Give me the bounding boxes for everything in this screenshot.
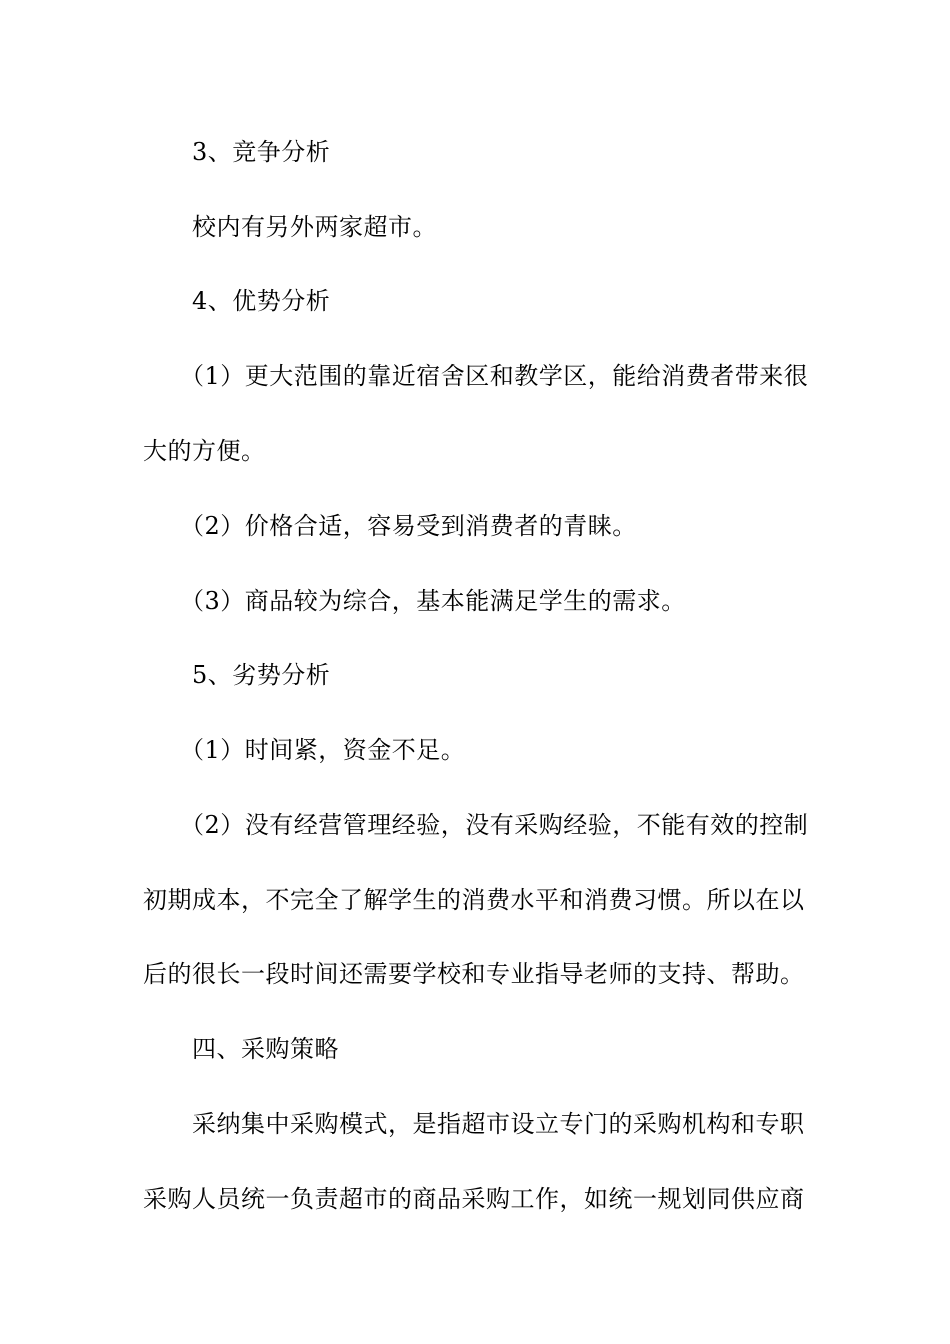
heading-competition-analysis: 3、竞争分析 (192, 138, 331, 166)
heading-advantage-analysis: 4、优势分析 (192, 287, 331, 315)
advantage-item-2: （2）价格合适，容易受到消费者的青睐。 (180, 512, 637, 540)
purchasing-paragraph-line-2: 采购人员统一负责超市的商品采购工作，如统一规划同供应商 (143, 1185, 805, 1213)
purchasing-paragraph-line-1: 采纳集中采购模式，是指超市设立专门的采购机构和专职 (192, 1110, 805, 1138)
heading-disadvantage-analysis: 5、劣势分析 (192, 661, 331, 689)
advantage-item-1-line-1: （1）更大范围的靠近宿舍区和教学区，能给消费者带来很 (180, 362, 809, 390)
paragraph-competition: 校内有另外两家超市。 (192, 213, 437, 241)
disadvantage-item-1: （1）时间紧，资金不足。 (180, 736, 466, 764)
advantage-item-1-line-2: 大的方便。 (143, 437, 266, 465)
disadvantage-item-2-line-3: 后的很长一段时间还需要学校和专业指导老师的支持、帮助。 (143, 960, 805, 988)
disadvantage-item-2-line-2: 初期成本，不完全了解学生的消费水平和消费习惯。所以在以 (143, 886, 805, 914)
heading-purchasing-strategy: 四、采购策略 (192, 1035, 339, 1063)
disadvantage-item-2-line-1: （2）没有经营管理经验，没有采购经验，不能有效的控制 (180, 811, 809, 839)
advantage-item-3: （3）商品较为综合，基本能满足学生的需求。 (180, 587, 686, 615)
